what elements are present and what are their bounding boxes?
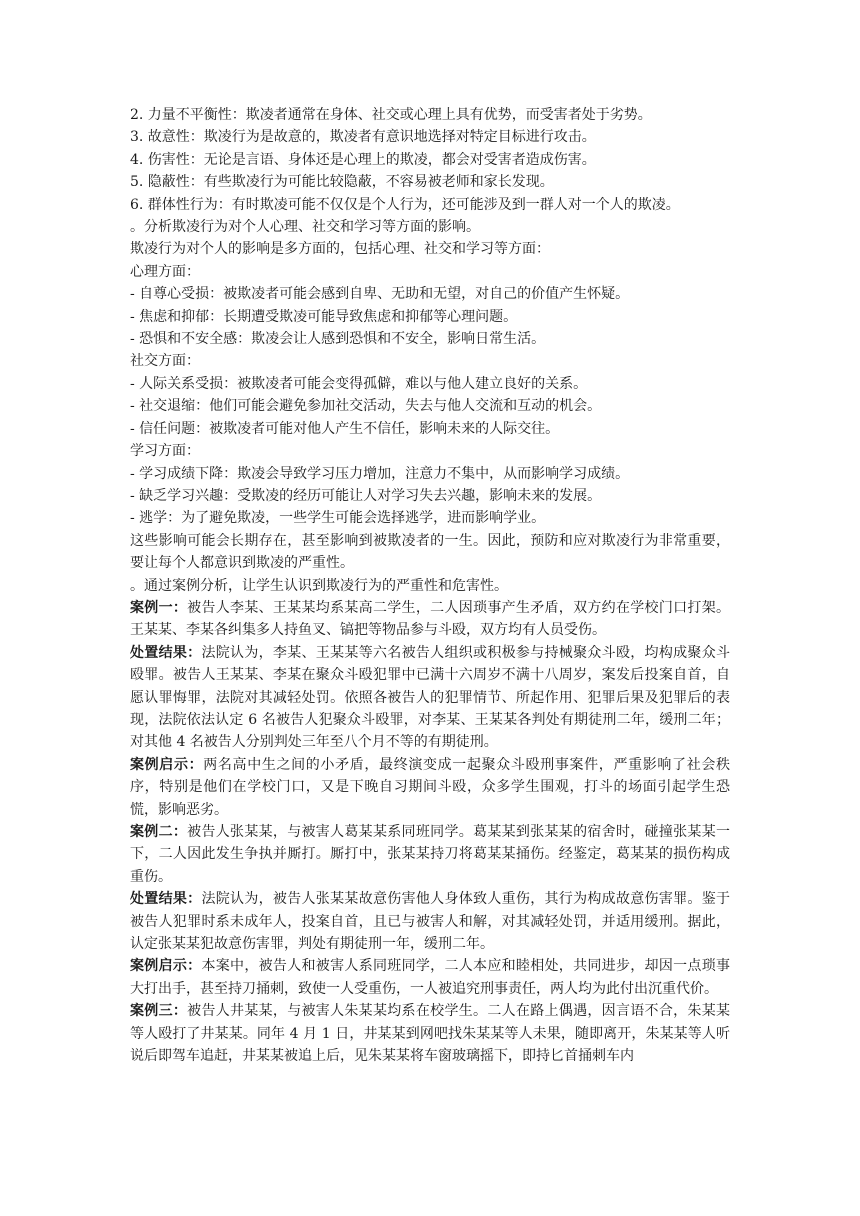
text-line: 3. 故意性：欺凌行为是故意的，欺凌者有意识地选择对特定目标进行攻击。 bbox=[130, 129, 596, 146]
case-text: 两名高中生之间的小矛盾，最终演变成一起聚众斗殴刑事案件，严重影响了社会秩序，特别是他们在学校门口，又是下晚自习期间斗殴，众多学生围观，打斗的场面引起学生恐慌，影响恶劣。 bbox=[130, 756, 730, 818]
case-label: 案例一： bbox=[130, 599, 188, 616]
case-label: 案例启示： bbox=[130, 958, 202, 975]
case-label: 处置结果： bbox=[130, 891, 202, 908]
case-label: 处置结果： bbox=[130, 644, 202, 661]
case-paragraph bbox=[130, 955, 730, 1000]
text-line: 2. 力量不平衡性：欺凌者通常在身体、社交或心理上具有优势，而受害者处于劣势。 bbox=[130, 107, 652, 123]
case-text: 法院认为，李某、王某某等六名被告人组织或积极参与持械聚众斗殴，均构成聚众斗殴罪。被告人王某某、李某在聚众斗殴犯罪中已满十六周岁不满十八周岁，案发后投案自首，自愿认罪悔罪，法院对其减轻处罚。依照各被告人的犯罪情节、所起作用、犯罪后果及犯罪后的表现，法院依法认定 6 名被告人犯聚众斗殴罪，对李某、王某某各判处有期徒刑二年，缓刑二年；对其他 4 名被告人分别判处三年至八个月不等的有期徒刑。 bbox=[130, 644, 731, 751]
case-label: 案例二： bbox=[130, 824, 188, 840]
case-text: 被告人李某、王某某均系某高二学生，二人因琐事产生矛盾，双方约在学校门口打架。王某某、李某各纠集多人持鱼叉、镐把等物品参与斗殴，双方均有人员受伤。 bbox=[130, 599, 730, 639]
text-line: 4. 伤害性：无论是言语、身体还是心理上的欺凌，都会对受害者造成伤害。 bbox=[130, 151, 596, 168]
text-line: 5. 隐蔽性：有些欺凌行为可能比较隐蔽，不容易被老师和家长发现。 bbox=[130, 174, 554, 191]
case-paragraph bbox=[130, 754, 730, 821]
list-item: - 人际关系受损：被欺凌者可能会变得孤僻，难以与他人建立良好的关系。 bbox=[130, 375, 588, 392]
section-heading: 。通过案例分析，让学生认识到欺凌行为的严重性和危害性。 bbox=[130, 577, 508, 594]
subsection-heading-social: 社交方面： bbox=[130, 353, 200, 370]
list-item: - 缺乏学习兴趣：受欺凌的经历可能让人对学习失去兴趣，影响未来的发展。 bbox=[130, 487, 602, 504]
subsection-heading-study: 学习方面： bbox=[130, 443, 200, 460]
case-paragraph bbox=[130, 888, 730, 955]
list-item: - 自尊心受损：被欺凌者可能会感到自卑、无助和无望，对自己的价值产生怀疑。 bbox=[130, 286, 630, 303]
list-item: - 信任问题：被欺凌者可能对他人产生不信任，影响未来的人际交往。 bbox=[130, 420, 560, 437]
text-line: 欺凌行为对个人的影响是多方面的，包括心理、社交和学习等方面： bbox=[130, 241, 550, 258]
list-item: - 焦虑和抑郁：长期遭受欺凌可能导致焦虑和抑郁等心理问题。 bbox=[130, 308, 518, 325]
subsection-heading-psychology: 心理方面： bbox=[130, 263, 200, 280]
case-paragraph bbox=[130, 821, 730, 888]
section-heading: 。分析欺凌行为对个人心理、社交和学习等方面的影响。 bbox=[130, 219, 480, 236]
text-line: 6. 群体性行为：有时欺凌可能不仅仅是个人行为，还可能涉及到一群人对一个人的欺凌。 bbox=[130, 196, 680, 213]
list-item: - 社交退缩：他们可能会避免参加社交活动，失去与他人交流和互动的机会。 bbox=[130, 398, 602, 415]
case-paragraph bbox=[130, 642, 730, 754]
document-body bbox=[130, 104, 730, 1067]
case-text: 本案中，被告人和被害人系同班同学，二人本应和睦相处，共同进步，却因一点琐事大打出手，甚至持刀捅刺，致使一人受重伤，一人被追究刑事责任，两人均为此付出沉重代价。 bbox=[130, 958, 731, 997]
case-paragraph bbox=[130, 1000, 730, 1067]
case-label: 案例启示： bbox=[130, 756, 204, 773]
case-text: 被告人张某某，与被害人葛某某系同班同学。葛某某到张某某的宿舍时，碰撞张某某一下，二人因此发生争执并厮打。厮打中，张某某持刀将葛某某捅伤。经鉴定，葛某某的损伤构成重伤。 bbox=[130, 824, 730, 885]
impact-summary-paragraph: 这些影响可能会长期存在，甚至影响到被欺凌者的一生。因此，预防和应对欺凌行为非常重要，要让每个人都意识到欺凌的严重性。 bbox=[130, 532, 730, 572]
list-item: - 逃学：为了避免欺凌，一些学生可能会选择逃学，进而影响学业。 bbox=[130, 510, 546, 527]
case-text: 法院认为，被告人张某某故意伤害他人身体致人重伤，其行为构成故意伤害罪。鉴于被告人犯罪时系未成年人，投案自首，且已与被害人和解，对其减轻处罚，并适用缓刑。据此，认定张某某犯故意伤害罪，判处有期徒刑一年，缓刑二年。 bbox=[130, 891, 731, 953]
case-paragraph bbox=[130, 597, 730, 642]
case-text: 被告人井某某，与被害人朱某某均系在校学生。二人在路上偶遇，因言语不合，朱某某等人殴打了井某某。同年 4 月 1 日，井某某到网吧找朱某某等人未果，随即离开，朱某某等人听说后即驾车追赶，井某某被追上后，见朱某某将车窗玻璃摇下，即持匕首捅刺车内 bbox=[130, 1003, 730, 1065]
case-label: 案例三： bbox=[130, 1003, 188, 1020]
list-item: - 恐惧和不安全感：欺凌会让人感到恐惧和不安全，影响日常生活。 bbox=[130, 331, 546, 348]
list-item: - 学习成绩下降：欺凌会导致学习压力增加，注意力不集中，从而影响学习成绩。 bbox=[130, 465, 630, 482]
